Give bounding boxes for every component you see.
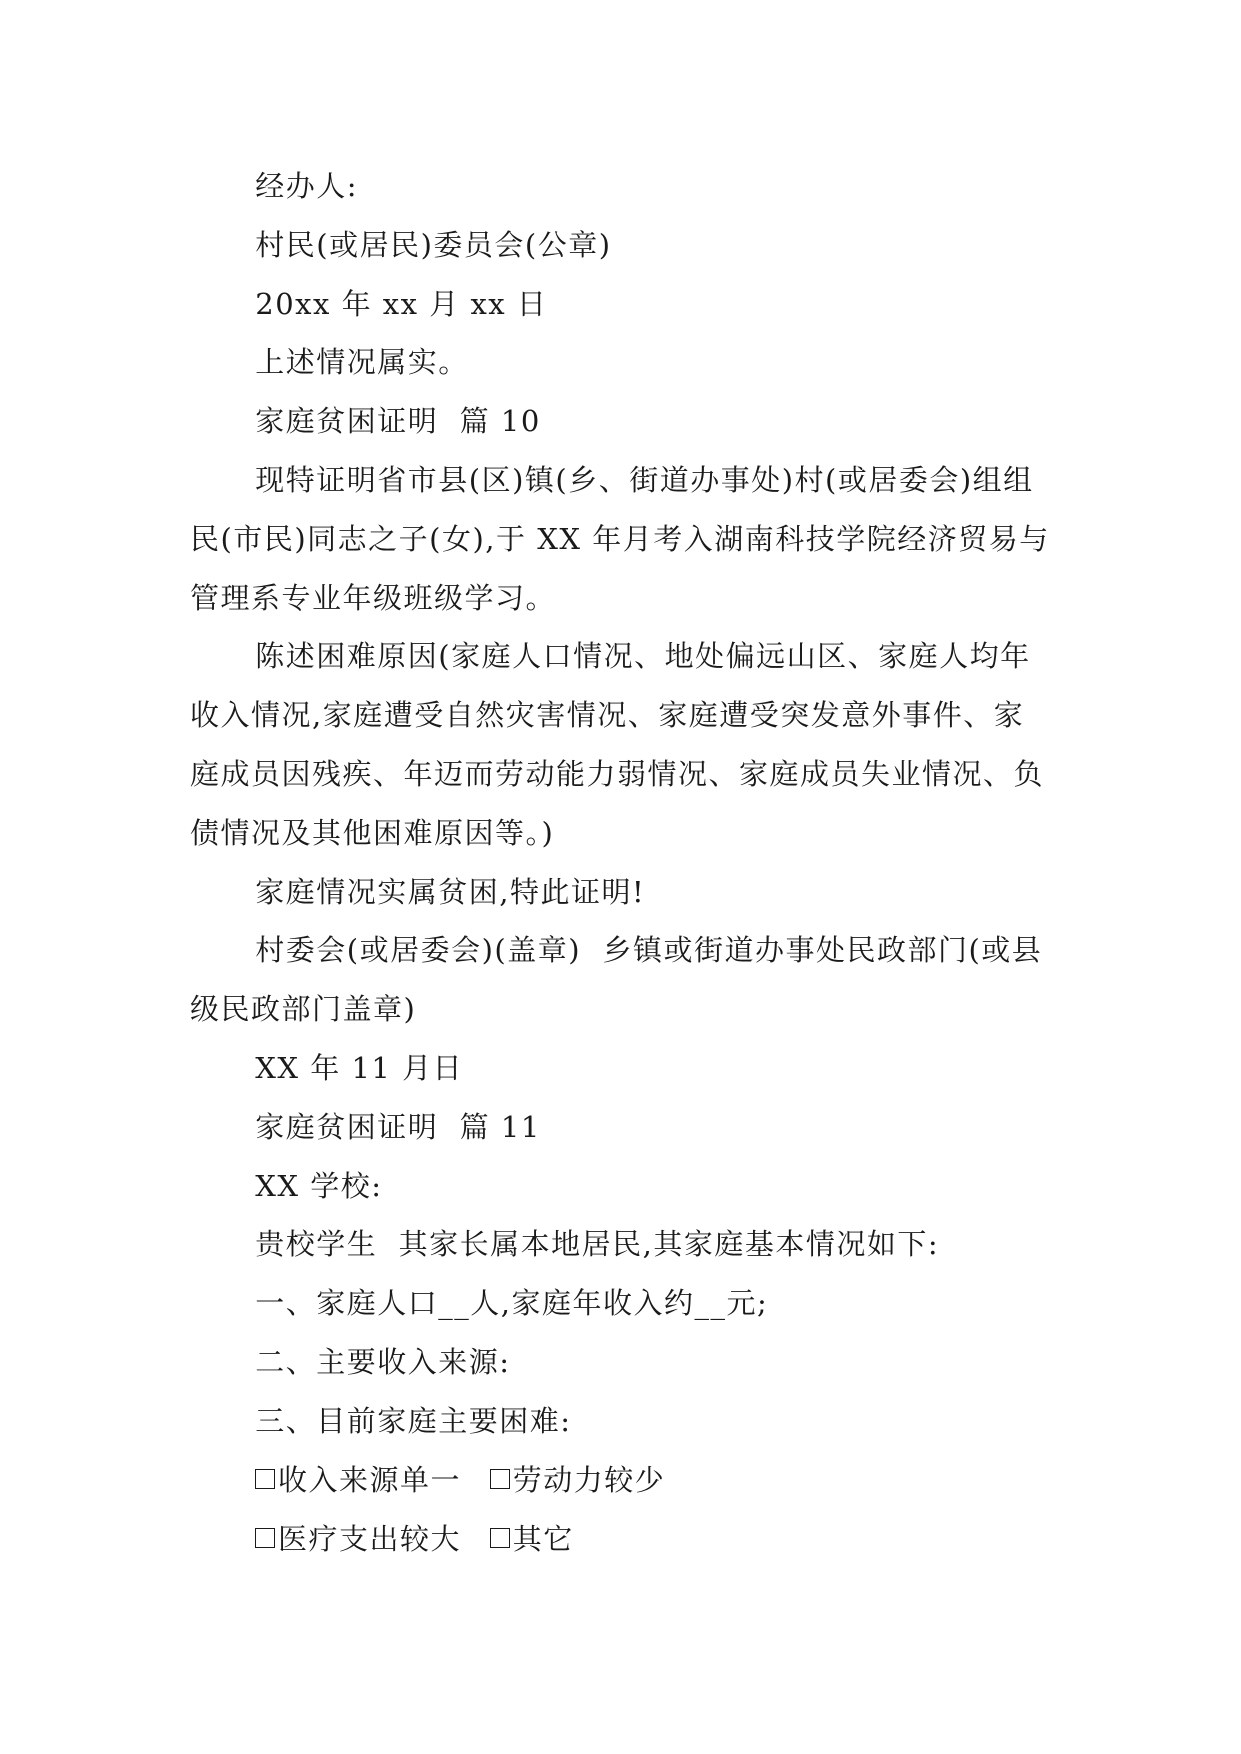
option-label: 劳动力较少 xyxy=(512,1462,666,1497)
checkbox-icon[interactable] xyxy=(490,1469,510,1489)
confirmation-line: 上述情况属实。 xyxy=(255,345,469,380)
date-line: 20xx 年 xx 月 xx 日 xyxy=(255,286,548,321)
option-few-labor[interactable] xyxy=(490,1451,666,1510)
option-label: 收入来源单一 xyxy=(278,1462,462,1497)
committee-seal-line: 村民(或居民)委员会(公章) xyxy=(255,227,612,262)
checkbox-icon[interactable] xyxy=(255,1528,275,1548)
school-salutation: XX 学校: xyxy=(255,1168,383,1203)
handler-line: 经办人: xyxy=(255,169,359,203)
checkbox-icon[interactable] xyxy=(490,1528,510,1548)
date-line-2: XX 年 11 月日 xyxy=(255,1050,464,1085)
difficulty-reasons-paragraph: 陈述困难原因(家庭人口情况、地处偏远山区、家庭人均年收入情况,家庭遭受自然灾害情况、家庭遭受突发意外事件、家庭成员因残疾、年迈而劳动能力弱情况、家庭成员失业情况、负债情况及其他困难原因等。) xyxy=(190,639,1045,850)
item-household-size: 一、家庭人口__人,家庭年收入约__元; xyxy=(255,1286,769,1321)
seal-line: 村委会(或居委会)(盖章) 乡镇或街道办事处民政部门(或县级民政部门盖章) xyxy=(190,933,1043,1027)
section-heading-10: 家庭贫困证明 篇 10 xyxy=(255,404,541,439)
item-main-difficulties: 三、目前家庭主要困难: xyxy=(255,1403,572,1438)
option-label: 医疗支出较大 xyxy=(278,1521,462,1556)
item-income-source: 二、主要收入来源: xyxy=(255,1344,511,1379)
checkbox-row-1 xyxy=(190,1451,1054,1510)
option-other[interactable] xyxy=(490,1510,574,1569)
checkbox-row-2 xyxy=(190,1510,1054,1569)
document-body xyxy=(190,157,1054,1569)
option-label: 其它 xyxy=(512,1521,574,1556)
poverty-statement: 家庭情况实属贫困,特此证明! xyxy=(255,874,646,909)
certification-paragraph: 现特证明省市县(区)镇(乡、街道办事处)村(或居委会)组组民(市民)同志之子(女),于 XX 年月考入湖南科技学院经济贸易与管理系专业年级班级学习。 xyxy=(190,462,1050,615)
section-heading-11: 家庭贫困证明 篇 11 xyxy=(255,1109,541,1144)
checkbox-icon[interactable] xyxy=(255,1469,275,1489)
option-single-income[interactable] xyxy=(255,1451,461,1510)
option-medical-expense[interactable] xyxy=(255,1510,461,1569)
intro-line: 贵校学生 其家长属本地居民,其家庭基本情况如下: xyxy=(255,1227,940,1262)
